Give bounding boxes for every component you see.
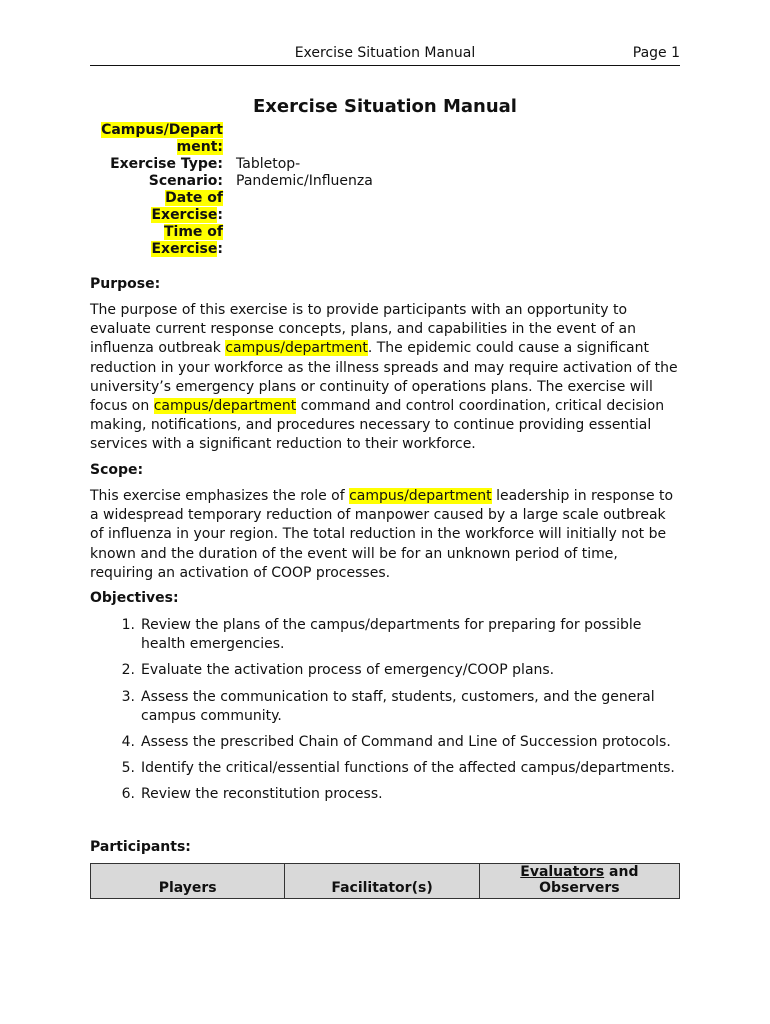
header-divider [90,65,680,66]
running-header-title: Exercise Situation Manual [294,45,476,61]
scope-section [90,462,682,583]
purpose-highlight-1: campus/department [225,340,368,357]
evaluators-column-header: Evaluators and Observers [479,864,679,899]
list-item: 5. Identify the critical/essential functions of the affected campus/departments. [121,760,675,777]
scope-paragraph: This exercise emphasizes the role of campus/department leadership in response to a widespread temporary reduction of manpower caused by a large scale outbreak of influenza in your region. The total reduction in the workforce will initially not be known and the duration of the event will be for an unknown period of time, requiring an activation of COOP processes. [90,488,674,581]
time-row: Time of Exercise: [90,224,680,258]
campus-row: Campus/Depart ment: [90,122,680,156]
date-value [223,190,236,224]
scenario-value: Pandemic/Influenza [236,173,373,189]
campus-label-part2: ment [176,139,218,155]
list-item: 1. Review the plans of the campus/departments for preparing for possible health emergencies. [121,617,642,653]
campus-value [223,122,236,156]
purpose-section [90,276,682,455]
purpose-paragraph: The purpose of this exercise is to provide participants with an opportunity to evaluate current response concepts, plans, and capabilities in the event of an influenza outbreak campus/department. The epidemic could cause a significant reduction in your workforce as the illness spreads and may require activation of the university’s emergency plans or continuity of operations plans. The exercise will focus on campus/department command and control coordination, critical decision making, notifications, and procedures necessary to continue providing essential services with a significant reduction to their workforce. [90,302,678,453]
scenario-row [90,173,680,190]
table-header-row [91,864,680,899]
date-label-part1: Date of [165,190,223,206]
document-title: Exercise Situation Manual [253,96,517,117]
objectives-section [90,590,682,607]
participants-section [90,839,682,856]
date-row: Date of Exercise: [90,190,680,224]
exercise-type-label: Exercise Type: [110,156,223,172]
purpose-heading: Purpose: [90,276,161,292]
scope-highlight: campus/department [349,488,492,504]
time-value [223,224,236,258]
page-number: Page 1 [632,45,680,61]
campus-label-part1: Campus/Depart [101,122,223,138]
objectives-list [90,616,680,812]
scenario-label: Scenario: [148,173,223,189]
facilitators-column-header: Facilitator(s) [285,864,479,899]
players-column-header: Players [91,864,285,899]
date-label-part2: Exercise [151,207,218,223]
exercise-info-block [90,122,680,258]
exercise-type-row [90,156,680,173]
objectives-heading: Objectives: [90,590,179,606]
time-label-part1: Time of [163,224,223,240]
purpose-highlight-2: campus/department [153,398,297,415]
exercise-type-value: Tabletop- [236,156,301,172]
list-item: 3. Assess the communication to staff, students, customers, and the general campus community. [121,688,655,724]
participants-table [90,863,680,899]
list-item: 2. Evaluate the activation process of emergency/COOP plans. [121,662,555,679]
list-item: 6. Review the reconstitution process. [121,786,383,803]
list-item: 4. Assess the prescribed Chain of Command and Line of Succession protocols. [121,734,671,751]
participants-heading: Participants: [90,839,191,855]
time-label-part2: Exercise [151,241,218,257]
scope-heading: Scope: [90,462,144,478]
